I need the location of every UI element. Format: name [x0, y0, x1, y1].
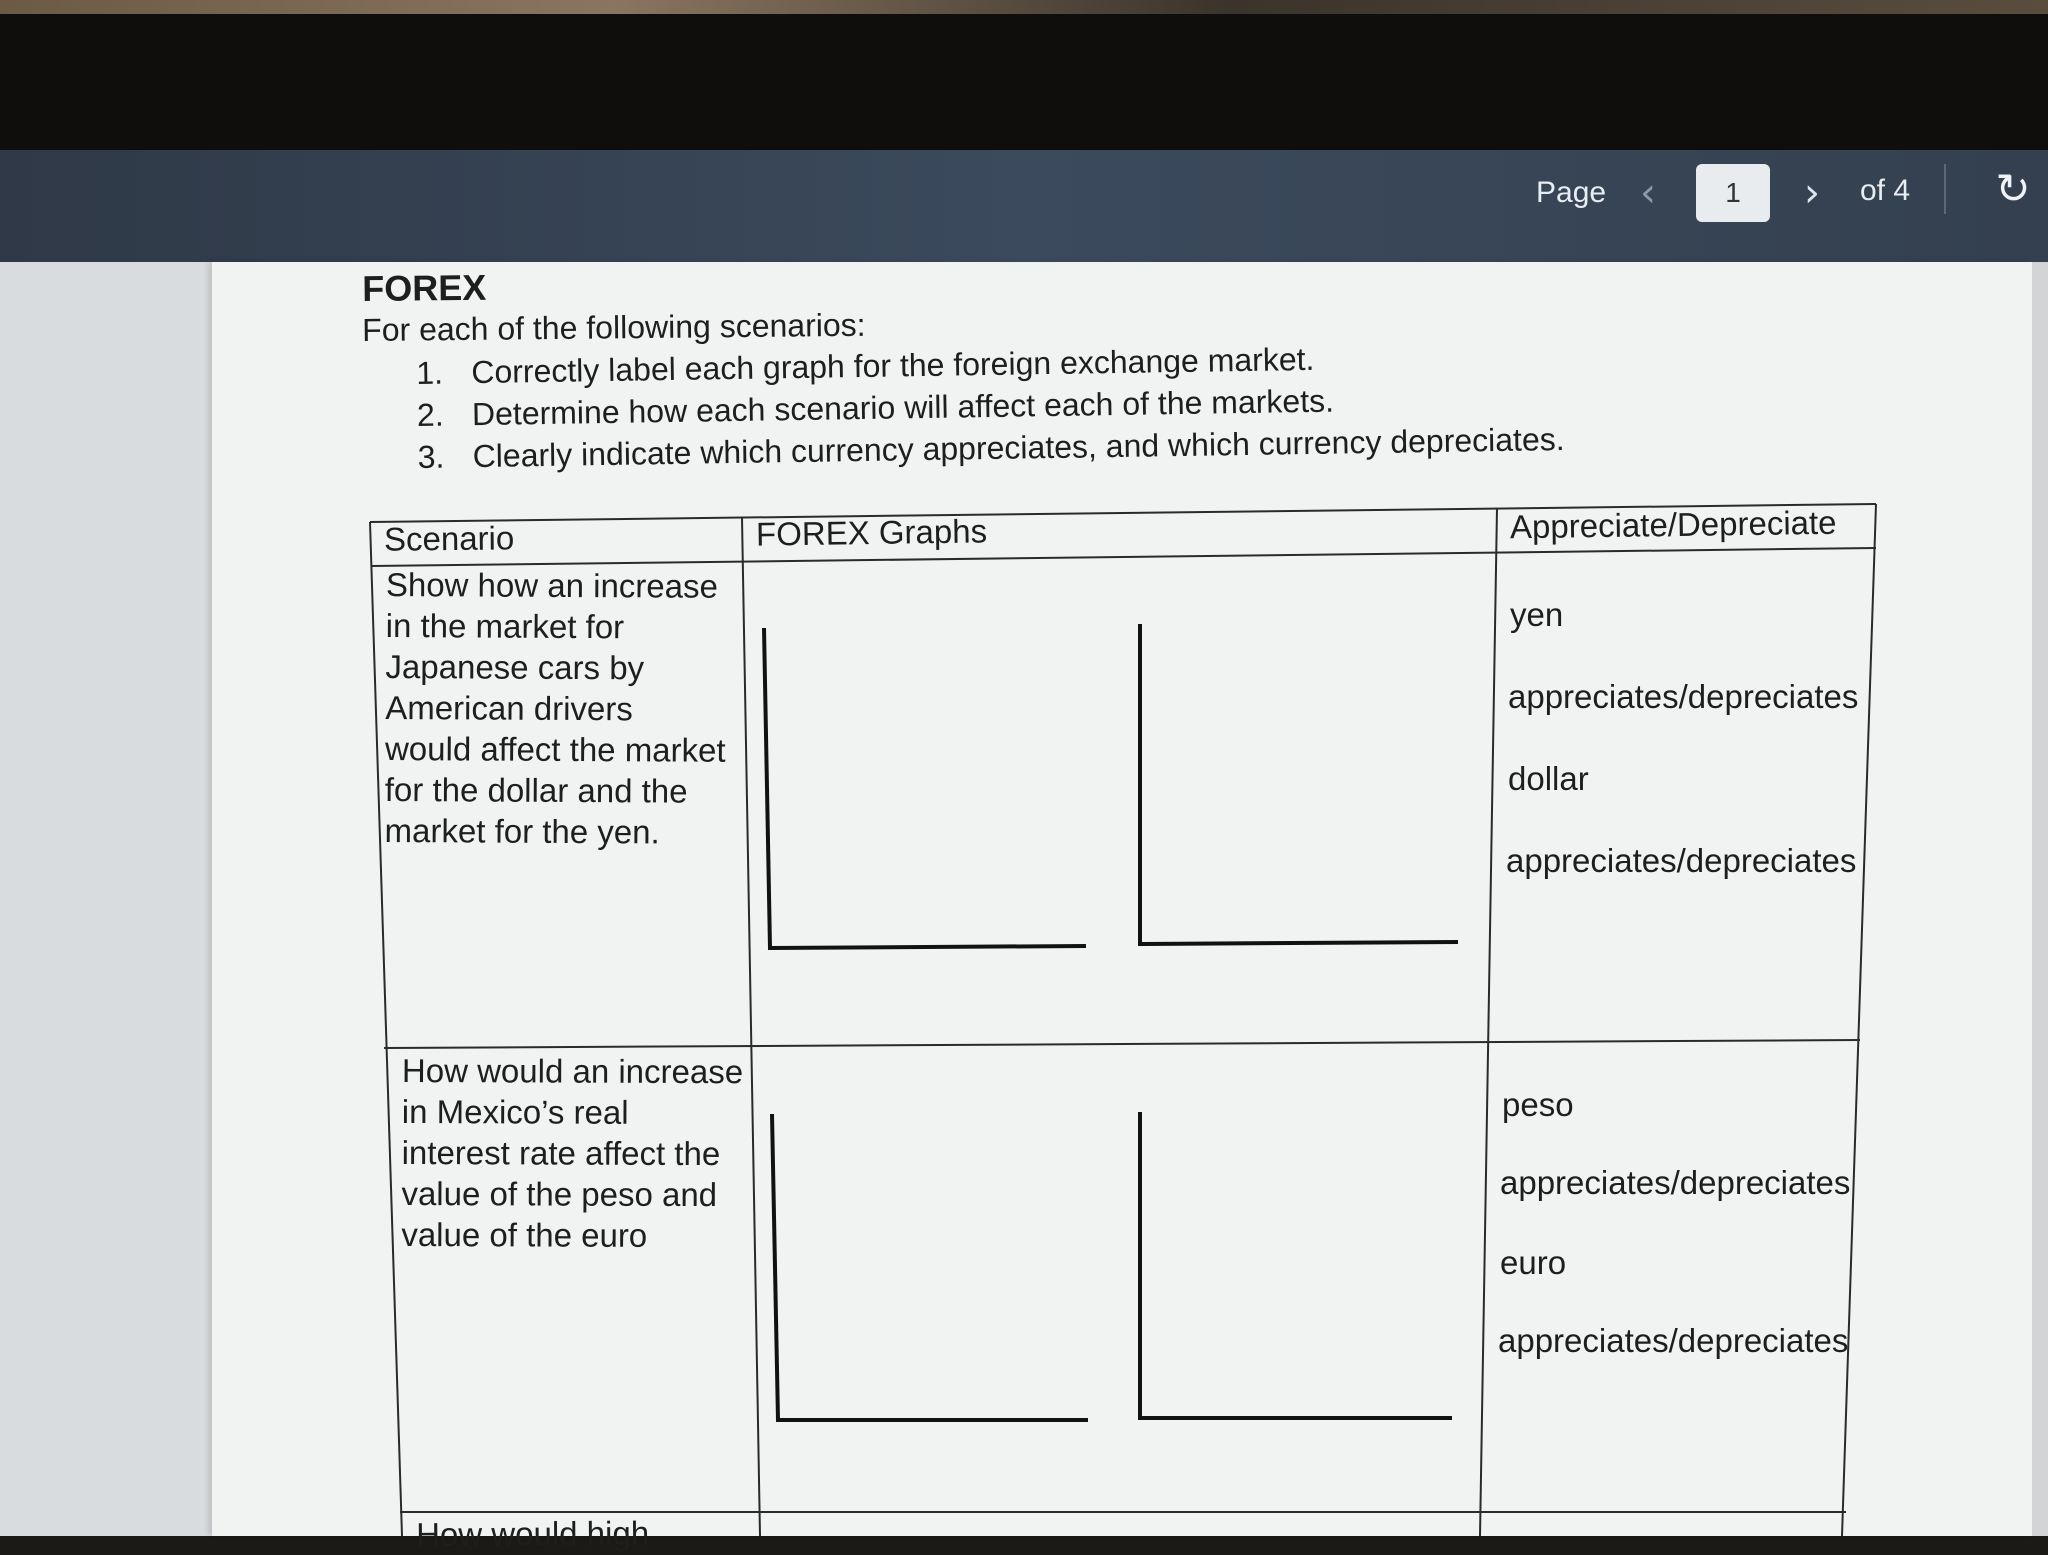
document-title: FOREX [362, 266, 487, 309]
instruction-item: 1. Correctly label each graph for the foreign exchange market. [416, 340, 1315, 391]
next-page-icon[interactable]: › [1792, 168, 1832, 218]
instruction-item: 2. Determine how each scenario will affect each of the markets. [416, 382, 1335, 433]
page-label: Page [1536, 176, 1607, 209]
scenario-3-text: How would high [416, 1514, 650, 1553]
answer-euro: euro [1500, 1244, 1567, 1281]
answer-peso: peso [1502, 1086, 1574, 1123]
previous-page-icon[interactable]: ‹ [1628, 168, 1668, 218]
answer-dollar-choice: appreciates/depreciates [1506, 842, 1857, 879]
instructions-list [416, 334, 1565, 478]
page-number-input[interactable] [1696, 164, 1770, 222]
desk-background [0, 0, 2048, 14]
answer-yen: yen [1510, 596, 1564, 633]
answer-euro-choice: appreciates/depreciates [1498, 1322, 1849, 1359]
header-forex-graphs: FOREX Graphs [755, 512, 988, 553]
header-scenario: Scenario [383, 519, 515, 558]
answer-yen-choice: appreciates/depreciates [1508, 678, 1859, 715]
scrollbar-track[interactable] [2032, 262, 2048, 1536]
document-intro: For each of the following scenarios: [362, 306, 866, 348]
page-count: of 4 [1860, 174, 1911, 207]
answer-dollar: dollar [1508, 760, 1589, 797]
monitor-bezel [0, 14, 2048, 164]
instruction-item: 3. Clearly indicate which currency appreciates, and which currency depreciates. [417, 420, 1565, 475]
scenario-1-text: Show how an increase in the market for Japanese cars by American drivers would affect the market for the dollar and the market for the yen. [384, 566, 726, 851]
rotate-refresh-icon[interactable]: ↻ [1988, 164, 2038, 214]
toolbar-divider [1944, 164, 1946, 214]
scenario-2-text: How would an increase in Mexico’s real interest rate affect the value of the peso and value of the euro [401, 1052, 744, 1254]
header-appreciate-depreciate: Appreciate/Depreciate [1509, 503, 1837, 546]
answer-peso-choice: appreciates/depreciates [1500, 1164, 1851, 1201]
